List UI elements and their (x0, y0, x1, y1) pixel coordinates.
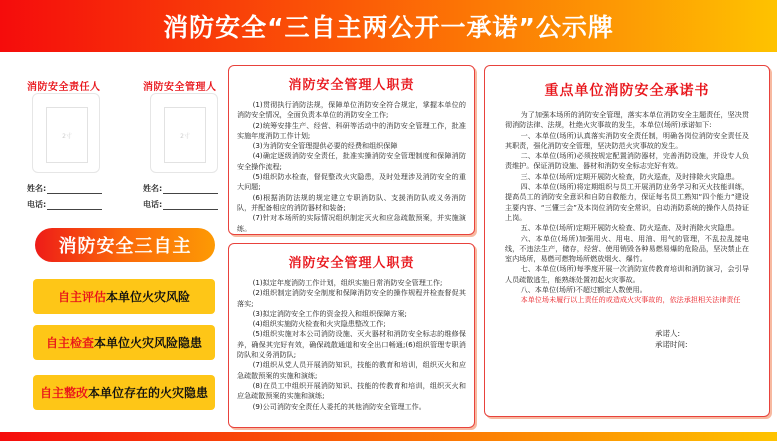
list-item: (1)贯彻执行消防法规，保障单位消防安全符合规定，掌握本单位的消防安全情况，全面负责本单位的消防安全工作; (237, 100, 466, 120)
list-item: 八、本单位(场所)不超过额定人数使用。 (520, 285, 647, 295)
list-item: (4)确定逐级消防安全责任，批准实操消防安全管理制度和保障消防安全操作流程; (237, 151, 466, 171)
list-item: 一、本单位(场所)认真落实消防安全责任制，明确各岗位消防安全责任及其职责，强化消防安全管理，坚决防范火灾事故的发生。 (505, 130, 749, 150)
list-item: (6)根据消防法规的规定建立专职消防队、支援消防队或义务消防队，并配备相应的消防器材和装备; (237, 192, 466, 212)
person-role-title: 消防安全责任人 (27, 82, 101, 93)
three-self-item: 自主评估 本单位火灾风险 (33, 279, 215, 314)
phone-field: 电话: (143, 199, 218, 210)
list-item: 二、本单位(场所)必须按规定配置消防器材，完善消防设施，并设专人负责维护。保证消防设施、器材和消防安全标志完好有效。 (505, 151, 749, 171)
duty-panel-1 (228, 65, 475, 235)
photo-size-label: 2寸 (46, 107, 88, 163)
list-item: 七、本单位(场所)每季度开展一次消防宣传教育培训和消防演习，会引导人员疏散逃生，能熟练处置初起火灾事故。 (505, 264, 749, 284)
list-item: 为了加强本场所的消防安全管理，落实本单位消防安全主题责任，坚决贯彻消防法律、法规，杜绝火灾事故的发生，本单位(场所)承诺如下: (505, 110, 749, 130)
photo-placeholder (150, 93, 218, 173)
list-item: 六、本单位(场所)加强用火、用电、用油、用气的管理，不乱拉乱接电线，不违法生产，储存，经营、使用销毁各种易燃易爆的危险品，坚决禁止在室内场所，易燃可燃物场所燃放烟火、爆竹。 (505, 233, 749, 264)
panel-title: 重点单位消防安全承诺书 (544, 83, 710, 99)
list-item: (2)统筹安排生产、经营、科研等活动中的消防安全管理工作，批准实施年度消防工作计划; (237, 120, 466, 140)
panel-title: 消防安全管理人职责 (288, 256, 415, 271)
name-field: 姓名: (143, 183, 218, 194)
list-item: (3)拟定消防安全工作的资金投入和组织保障方案; (252, 308, 407, 318)
list-item: 四、本单位(场所)将定期组织与员工开展消防业务学习和灭火技能训练，提高员工的消防安全意识和自防自救能力，保证每名员工熟知“四个能力“建设主要内容、“三懂三会”及本岗位消防安全常识，自动消防系统的操作人员持证上岗。 (505, 182, 749, 222)
list-item: (4)组织实施防火检查和火灾隐患整改工作; (252, 319, 386, 329)
pledge-warning: 本单位场未履行以上责任的或造成火灾事故的，依法承担相关法律责任 (520, 295, 741, 305)
list-item: (9)公司消防安全责任人委托的其他消防安全管理工作。 (252, 401, 426, 411)
photo-size-label: 2寸 (164, 107, 206, 163)
list-item: (2)组织制定消防安全制度和保障消防安全的操作规程并检查督促其落实; (237, 288, 466, 308)
phone-field: 电话: (27, 199, 102, 210)
three-self-title: 消防安全三自主 (35, 228, 215, 262)
list-item: 五、本单位(场所)定期开展防火检查、防火巡查、及时消除火灾隐患。 (520, 223, 739, 233)
date-label: 承诺时间: (655, 339, 688, 349)
three-self-item: 自主整改 本单位存在的火灾隐患 (33, 375, 215, 410)
footer-bar (0, 432, 777, 441)
list-item: (3)为消防安全管理提供必要的经费和组织保障 (252, 141, 398, 151)
pledge-panel (484, 65, 770, 417)
list-item: 三、本单位(场所)定期开展防火检查，防火巡查，及时排除火灾隐患。 (520, 171, 739, 181)
signer-label: 承诺人: (655, 328, 681, 338)
list-item: (5)组织实施对本公司消防设施、灭火器材和消防安全标志的维修保养，确保其完好有效，确保疏散通道和安全出口畅通;(6)组织管理专职消防队和义务消防队; (237, 329, 466, 360)
photo-placeholder (32, 93, 100, 173)
list-item: (7)组织从党人员开展消防知识，技能的教育和培训，组织灭火和应急疏散预案的实施和演练; (237, 360, 466, 380)
name-field: 姓名: (27, 183, 102, 194)
panel-title: 消防安全管理人职责 (288, 78, 415, 93)
list-item: (5)组织防水检查，督促整改火灾隐患，及时处理涉及消防安全的重大问题; (237, 172, 466, 192)
three-self-item: 自主检查 本单位火灾风险隐患 (33, 325, 215, 360)
list-item: (1)拟定年度消防工作计划，组织实施日常消防安全管理工作; (252, 278, 443, 287)
page-title: 消防安全“三自主两公开一承诺”公示牌 (163, 13, 614, 42)
duty-panel-2 (228, 243, 475, 428)
list-item: (8)在员工中组织开展消防知识、技能的传教育和培训，组织灭火和应急疏散预案的实施和演练; (237, 380, 466, 401)
person-role-title: 消防安全管理人 (143, 82, 217, 93)
list-item: (7)针对本场所的实际情况组织制定灭火和应急疏散预案，并实施演练。 (237, 213, 466, 233)
header-banner (0, 0, 777, 52)
